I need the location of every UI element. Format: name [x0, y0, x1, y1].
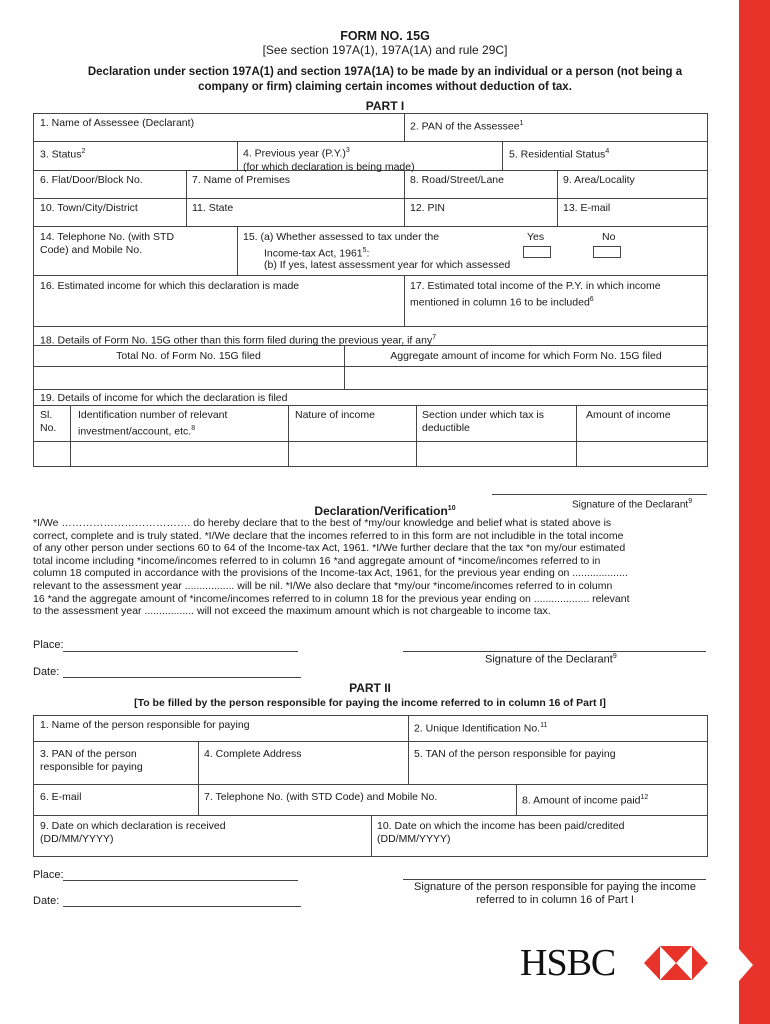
- total-forms-header: Total No. of Form No. 15G filed: [116, 350, 261, 362]
- income-details-label: 19. Details of income for which the declaration is filed: [40, 392, 288, 404]
- declarant-place-label: Place:: [33, 639, 64, 651]
- declarant-date-line[interactable]: [63, 677, 301, 678]
- state-label: 11. State: [192, 202, 234, 214]
- declarant-place-line[interactable]: [63, 651, 298, 652]
- income-paid-date-label: 10. Date on which the income has been paid/credited (DD/MM/YYYY): [377, 820, 625, 845]
- other-forms-label: 18. Details of Form No. 15G other than this form filed during the previous year, if any$^7$: [40, 334, 437, 347]
- payer-signature-line: [403, 879, 706, 880]
- identification-number-header: Identification number of relevant investment/account, etc.$^8$: [78, 409, 228, 438]
- payer-email-label: 6. E-mail: [40, 791, 82, 803]
- payer-place-line[interactable]: [63, 880, 298, 881]
- payer-place-label: Place:: [33, 869, 64, 881]
- hsbc-hexagon-icon: [644, 946, 708, 980]
- yes-label: Yes: [527, 231, 545, 243]
- payer-date-label: Date:: [33, 895, 60, 907]
- section-reference: [See section 197A(1), 197A(1A) and rule 29C]: [262, 43, 508, 57]
- payer-date-line[interactable]: [63, 906, 301, 907]
- verification-title: Declaration/Verification$^{10}$: [314, 504, 456, 518]
- declarant-signature-top: Signature of the Declarant$^9$: [572, 498, 693, 511]
- previous-year-label: 4. Previous year $(P.Y.)^3$ (for which declaration is being made): [243, 147, 415, 173]
- assessed-question-label: 15. (a) Whether assessed to tax under the: [243, 231, 440, 243]
- no-checkbox[interactable]: [593, 246, 621, 258]
- part2-subtitle: [To be filled by the person responsible for paying the income referred to in column 16 of Part I]: [134, 697, 606, 709]
- flat-door-label: 6. Flat/Door/Block No.: [40, 174, 143, 186]
- yes-checkbox[interactable]: [523, 246, 551, 258]
- verification-text: *I/We ………………………………. do hereby declare that to the best of *my/our knowledge and belief what is stated above is correct, complete and is truly stated. *I/We declare that the incomes referred to in this form are not includible in the total income of any other person under sections 60 to 64 of the Income-tax Act, 1961. *I/We further declare that the tax *on my/our estimated total income including *income/incomes referred to in column 16 *and aggregate amount of *income/incomes referred to in column 18 computed in accordance with the provisions of the Income-tax Act, 1961, for the previous year ending on ................... relevant to the assessment year ................. will be nil. *I/We also declare that *my/our *income/incomes referred to in column 16 *and the aggregate amount of *income/incomes referred to in column 18 for the previous year ending on ................... relevant to the assessment year ................. will not exceed the maximum amount which is not chargeable to income tax.: [33, 517, 630, 618]
- complete-address-label: 4. Complete Address: [204, 748, 302, 760]
- road-street-label: 8. Road/Street/Lane: [410, 174, 504, 186]
- email-label: 13. E-mail: [563, 202, 611, 214]
- no-label: No: [602, 231, 616, 243]
- status-label: 3. Status$^2$: [40, 148, 86, 161]
- unique-id-label: 2. Unique Identification No.$^{11}$: [414, 722, 548, 735]
- payer-signature-label: Signature of the person responsible for paying the income referred to in column 16 of Part I: [414, 881, 696, 906]
- declarant-signature-line-top: [492, 494, 707, 495]
- residential-status-label: 5. Residential Status$^4$: [509, 148, 610, 161]
- estimated-income-label: 16. Estimated income for which this declaration is made: [40, 280, 300, 292]
- area-locality-label: 9. Area/Locality: [563, 174, 635, 186]
- part1-title: PART I: [365, 99, 405, 113]
- aggregate-amount-header: Aggregate amount of income for which Form No. 15G filed: [390, 350, 662, 362]
- form-title: FORM NO. 15G: [340, 29, 430, 43]
- assessee-pan-label: 2. PAN of the Assessee$^1$: [410, 120, 524, 133]
- payer-pan-label: 3. PAN of the person responsible for paying: [40, 748, 143, 773]
- telephone-label: 14. Telephone No. (with STD Code) and Mobile No.: [40, 231, 175, 256]
- declaration-heading-line1: Declaration under section 197A(1) and section 197A(1A) to be made by an individual or a person (not being a: [87, 66, 683, 78]
- amount-of-income-header: Amount of income: [586, 409, 671, 421]
- assessee-name-label: 1. Name of Assessee (Declarant): [40, 117, 195, 129]
- section-deductible-header: Section under which tax is deductible: [422, 409, 544, 434]
- amount-paid-label: 8. Amount of income paid$^{12}$: [522, 794, 649, 807]
- declarant-signature-line-bottom: [403, 651, 706, 652]
- declaration-heading-line2: company or firm) claiming certain incomes without deduction of tax.: [198, 81, 572, 93]
- brand-wordmark: HSBC: [520, 942, 616, 984]
- income-tax-act-label: Income-tax Act, 1961$^5$:: [264, 247, 370, 260]
- town-city-label: 10. Town/City/District: [40, 202, 138, 214]
- pin-label: 12. PIN: [410, 202, 446, 214]
- declarant-date-label: Date:: [33, 666, 60, 678]
- payer-name-label: 1. Name of the person responsible for paying: [40, 719, 250, 731]
- nature-of-income-header: Nature of income: [295, 409, 375, 421]
- part2-title: PART II: [349, 681, 391, 695]
- estimated-total-income-label: 17. Estimated total income of the P.Y. in which income mentioned in column 16 to be included$^6$: [410, 280, 661, 309]
- premises-label: 7. Name of Premises: [192, 174, 291, 186]
- serial-no-header: Sl. No.: [40, 409, 57, 434]
- declaration-received-date-label: 9. Date on which declaration is received (DD/MM/YYYY): [40, 820, 226, 845]
- payer-telephone-label: 7. Telephone No. (with STD Code) and Mobile No.: [204, 791, 438, 803]
- declarant-signature-bottom: Signature of the Declarant$^9$: [485, 653, 617, 666]
- payer-tan-label: 5. TAN of the person responsible for paying: [414, 748, 616, 760]
- latest-assessment-label: (b) If yes, latest assessment year for which assessed: [264, 259, 511, 271]
- side-bar-notch: [739, 949, 753, 981]
